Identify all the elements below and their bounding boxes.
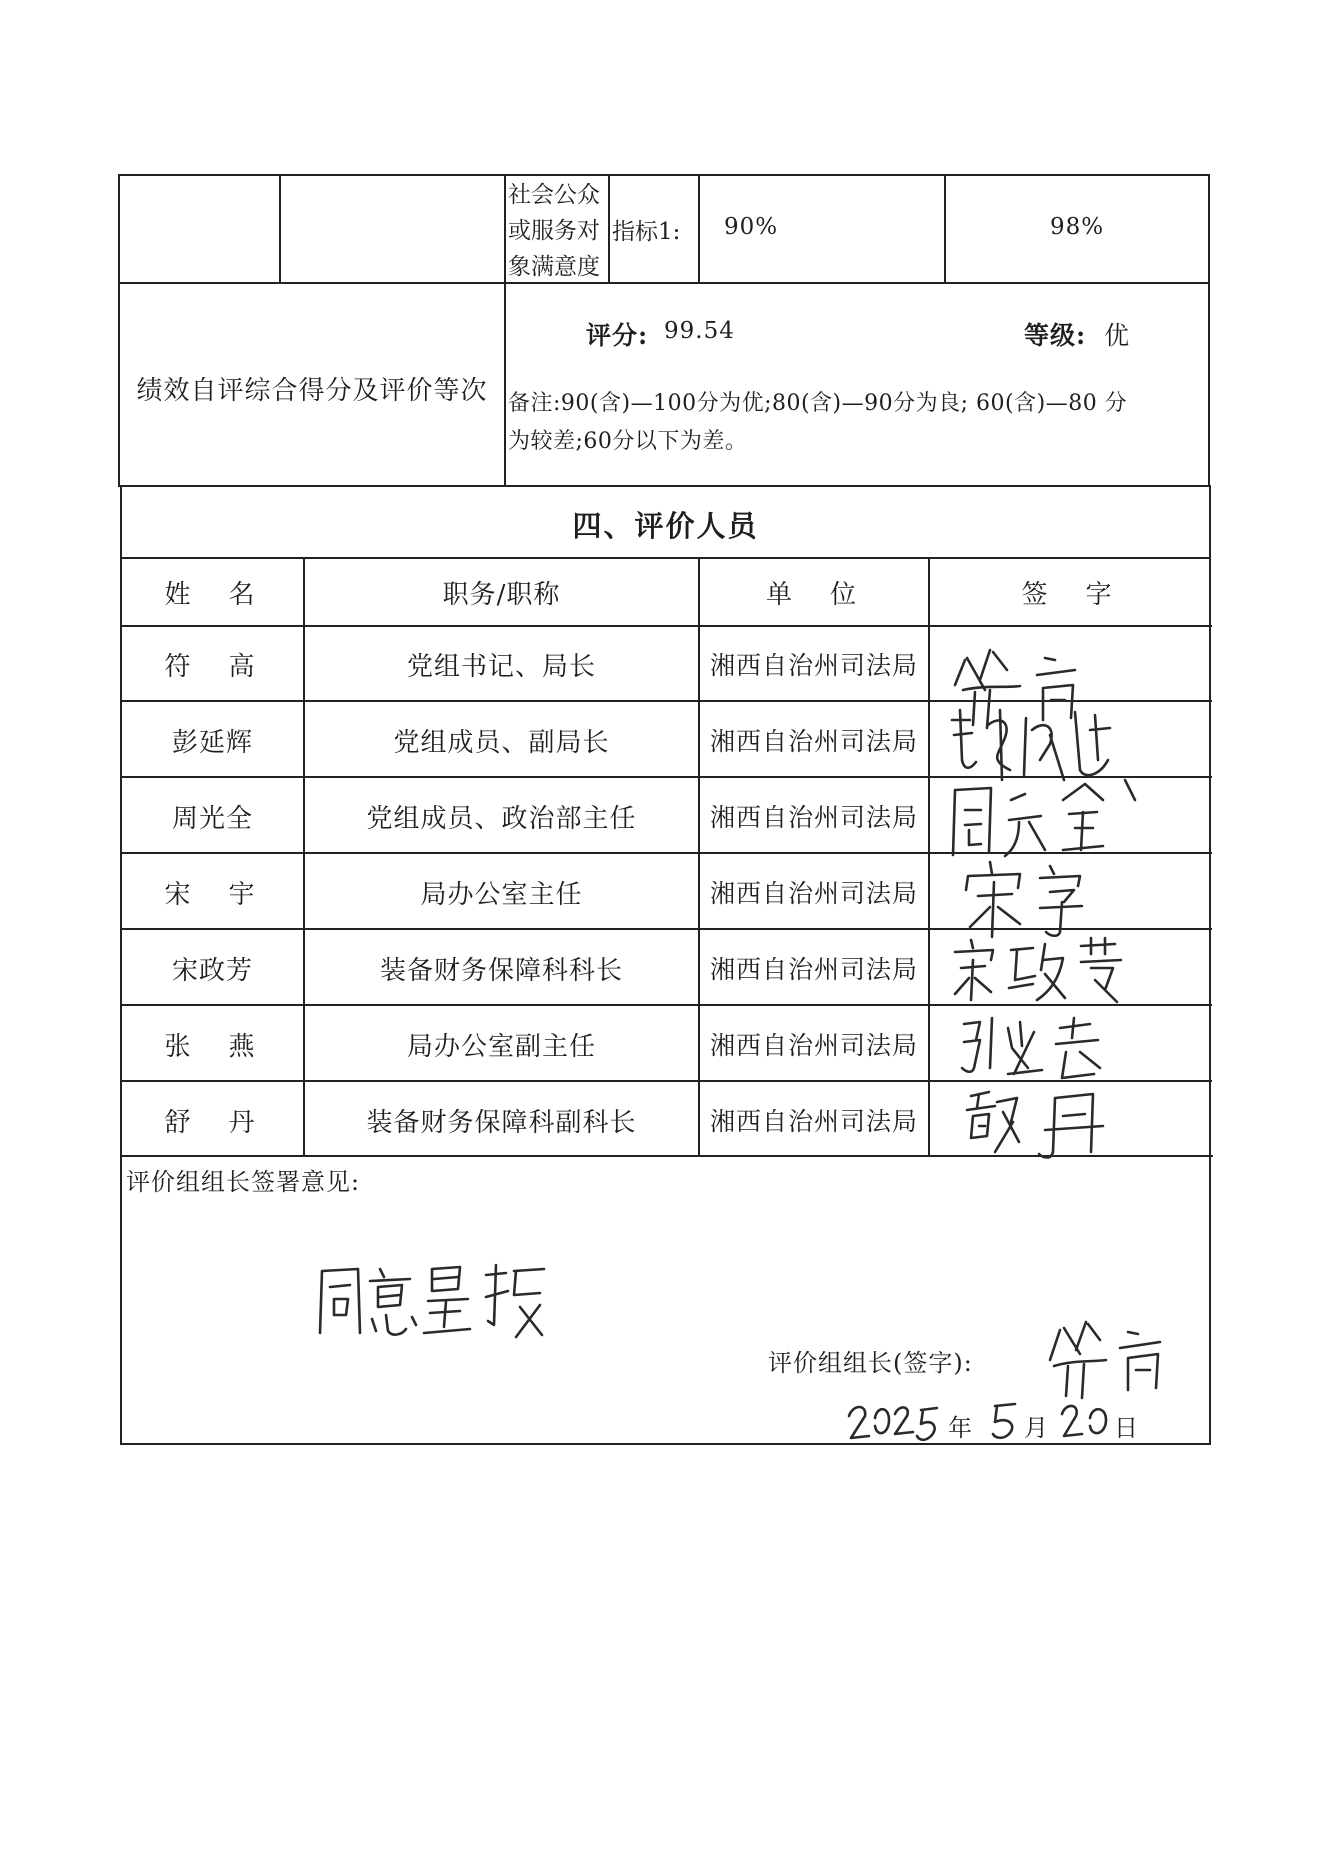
header-title: 职务/职称 [442, 580, 561, 610]
row-2-unit: 湘西自治州司法局 [709, 727, 918, 756]
signature-6 [950, 1008, 1130, 1088]
score-value: 99.54 [664, 318, 735, 344]
date-day-suffix: 日 [1114, 1414, 1139, 1442]
row-2-name: 彭延辉 [171, 728, 253, 758]
satisfaction-label-line-3: 象满意度 [508, 254, 600, 280]
handwritten-opinion [310, 1255, 550, 1345]
summary-label: 绩效自评综合得分及评价等次 [136, 376, 488, 406]
row-2-title: 党组成员、副局长 [393, 728, 610, 758]
date-year-suffix: 年 [948, 1414, 973, 1442]
date-day-handwritten [1058, 1398, 1118, 1448]
row-3-unit: 湘西自治州司法局 [709, 803, 918, 832]
row-6-title: 局办公室副主任 [406, 1032, 596, 1062]
satisfaction-label-line-2: 或服务对 [508, 218, 600, 244]
header-unit: 单 位 [765, 580, 862, 610]
target-value: 90% [724, 214, 779, 240]
note-line-1: 备注:90(含)—100分为优;80(含)—90分为良; 60(含)—80 分 [508, 391, 1128, 416]
signature-4 [950, 852, 1130, 942]
date-month-suffix: 月 [1024, 1414, 1049, 1442]
satisfaction-label-line-1: 社会公众 [508, 182, 600, 208]
row-1-name: 符 高 [164, 652, 261, 682]
section-title: 四、评价人员 [572, 509, 759, 543]
date-year-handwritten [845, 1398, 945, 1448]
row-6-unit: 湘西自治州司法局 [709, 1031, 918, 1060]
row-4-unit: 湘西自治州司法局 [709, 879, 918, 908]
leader-signature [1040, 1310, 1180, 1400]
header-name: 姓 名 [164, 580, 261, 610]
row-5-name: 宋政芳 [171, 956, 253, 986]
row-7-unit: 湘西自治州司法局 [709, 1107, 918, 1136]
header-signature: 签 字 [1021, 580, 1118, 610]
row-1-unit: 湘西自治州司法局 [709, 651, 918, 680]
row-4-title: 局办公室主任 [420, 880, 583, 910]
actual-value: 98% [1049, 214, 1105, 240]
row-1-title: 党组书记、局长 [406, 652, 596, 682]
grade-value: 优 [1104, 321, 1131, 350]
date-month-handwritten [985, 1398, 1025, 1448]
signature-5 [945, 930, 1145, 1020]
row-7-name: 舒 丹 [164, 1108, 261, 1138]
row-3-title: 党组成员、政治部主任 [366, 804, 637, 834]
score-label: 评分: [586, 321, 649, 350]
row-5-unit: 湘西自治州司法局 [709, 955, 918, 984]
note-line-2: 为较差;60分以下为差。 [508, 429, 748, 454]
row-6-name: 张 燕 [164, 1032, 261, 1062]
row-5-title: 装备财务保障科科长 [379, 956, 623, 986]
leader-sign-label: 评价组组长(签字): [768, 1349, 973, 1377]
row-3-name: 周光全 [171, 804, 253, 834]
row-7-title: 装备财务保障科副科长 [366, 1108, 637, 1138]
row-4-name: 宋 宇 [164, 880, 261, 910]
opinion-label: 评价组组长签署意见: [126, 1168, 361, 1196]
signature-7 [955, 1082, 1135, 1166]
grade-label: 等级: [1024, 321, 1087, 350]
indicator-label: 指标1: [612, 219, 681, 245]
